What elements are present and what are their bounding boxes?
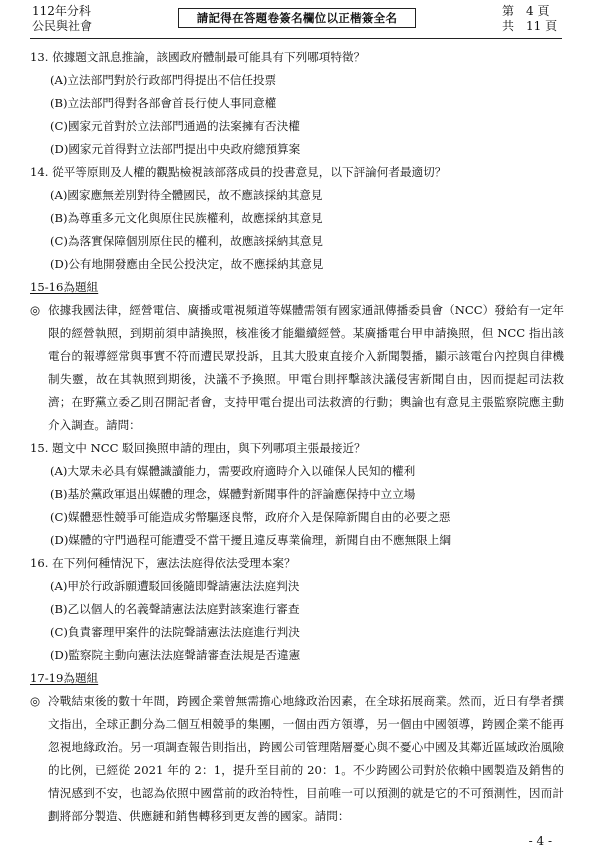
question-16-option-d: (D)監察院主動向憲法法庭聲請審查法規是否違憲 — [50, 648, 301, 662]
exam-subject: 公民與社會 — [32, 19, 93, 33]
header-subject — [32, 4, 92, 34]
question-group-title: 15-16為題組 — [30, 280, 99, 294]
question-14-option-d: (D)公有地開發應由全民公投決定，故不應採納其意見 — [50, 257, 324, 271]
passage-text-2: 冷戰結束後的數十年間，跨國企業曾無需擔心地緣政治因素，在全球拓展商業。然而，近日有學者撰文指出，全球正劃分為二個互相競爭的集團，一個由西方領導，另一個由中國領導，跨國企業不能再忽視地緣政治。另一項調查報告則指出，跨國公司管理階層憂心與不憂心中國及其鄰近區域政治風險的比例，已經從 2021 年的 2：1，提升至目前的 20：1。不少跨國公司對於依賴中國製造及銷售的情況感到不安，也認為依照中國當前的政治特性，目前唯一可以預測的就是它的不可預測性，因而計劃將部分製造、供應鏈和銷售轉移到更友善的國家。請問： — [48, 694, 564, 823]
bullseye-icon: ◎ — [30, 694, 41, 708]
page-total: 共 11 頁 — [502, 19, 558, 33]
header-divider — [30, 38, 562, 39]
question-13-option-a: (A)立法部門對於行政部門得提出不信任投票 — [50, 73, 277, 87]
question-16-option-b: (B)乙以個人的名義聲請憲法法庭對該案進行審查 — [50, 602, 300, 616]
question-15-option-c: (C)媒體惡性競爭可能造成劣幣驅逐良幣，政府介入是保障新聞自由的必要之惡 — [50, 510, 451, 524]
question-15-option-b: (B)基於黨政軍退出媒體的理念，媒體對新聞事件的評論應保持中立立場 — [50, 487, 416, 501]
question-13-option-c: (C)國家元首對於立法部門通過的法案擁有否決權 — [50, 119, 300, 133]
question-group-passage-2 — [30, 690, 564, 828]
page-footer — [0, 834, 592, 848]
question-14-option-c: (C)為落實保障個別原住民的權利，故應該採納其意見 — [50, 234, 323, 248]
signature-notice: 請記得在答題卷簽名欄位以正楷簽全名 — [178, 8, 416, 28]
page-number: 第 4 頁 — [502, 4, 550, 18]
question-16-option-c: (C)負責審理甲案件的法院聲請憲法法庭進行判決 — [50, 625, 300, 639]
question-14-stem: 14. 從平等原則及人權的觀點檢視該部落成員的投書意見，以下評論何者最適切？ — [30, 165, 447, 179]
exam-year: 112年分科 — [32, 4, 91, 18]
question-15-option-a: (A)大眾未必具有媒體識讀能力，需要政府適時介入以確保人民知的權利 — [50, 464, 416, 478]
question-14-option-a: (A)國家應無差別對待全體國民，故不應該採納其意見 — [50, 188, 323, 202]
question-group-title-2: 17-19為題組 — [30, 671, 99, 685]
passage-text: 依據我國法律，經營電信、廣播或電視頻道等媒體需領有國家通訊傳播委員會（NCC）發給有一定年限的經營執照，到期前須申請換照，核准後才能繼續經營。某廣播電台甲申請換照，但 NCC 指出該電台的報導經常與事實不符而遭民眾投訴，且其大股東直接介入新聞製播，顯示該電台內控與自律機制失靈，故在其執照到期後，決議不予換照。甲電台則抨擊該決議侵害新聞自由，因而提起司法救濟；在野黨立委乙則召開記者會，支持甲電台提出司法救濟的行動；輿論也有意見主張監察院應主動介入調查。請問： — [48, 303, 564, 432]
bullseye-icon: ◎ — [30, 303, 41, 317]
question-16-option-a: (A)甲於行政訴願遭駁回後隨即聲請憲法法庭判決 — [50, 579, 300, 593]
question-group-passage — [30, 299, 564, 437]
footer-page-number: - 4 - — [528, 834, 552, 848]
question-15-option-d: (D)媒體的守門過程可能遭受不當干擾且違反專業倫理，新聞自由不應無限上綱 — [50, 533, 451, 547]
question-16-stem: 16. 在下列何種情況下，憲法法庭得依法受理本案？ — [30, 556, 296, 570]
question-15-stem: 15. 題文中 NCC 駁回換照申請的理由，與下列哪項主張最接近？ — [30, 441, 366, 455]
question-13-option-b: (B)立法部門得對各部會首長行使人事同意權 — [50, 96, 277, 110]
question-13-option-d: (D)國家元首得對立法部門提出中央政府總預算案 — [50, 142, 301, 156]
exam-content — [30, 46, 564, 828]
header-page-info — [502, 4, 557, 34]
question-14-option-b: (B)為尊重多元文化與原住民族權利，故應採納其意見 — [50, 211, 323, 225]
question-13-stem: 13. 依據題文訊息推論，該國政府體制最可能具有下列哪項特徵？ — [30, 50, 366, 64]
